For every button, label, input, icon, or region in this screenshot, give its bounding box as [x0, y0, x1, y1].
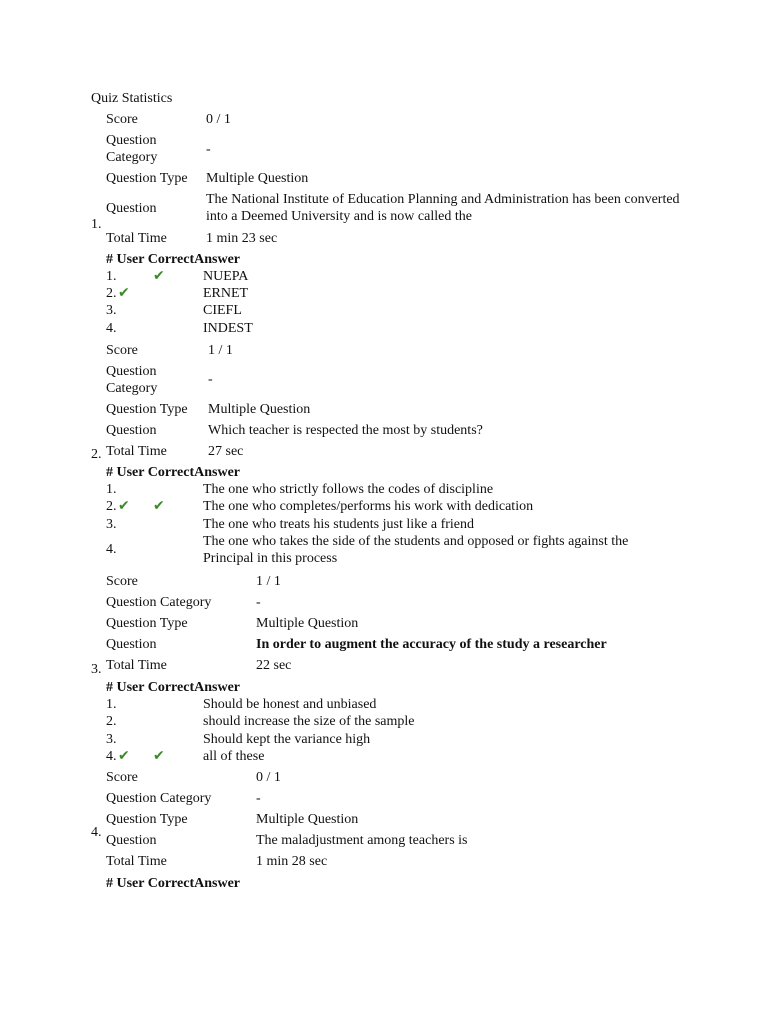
question-number: 4.	[91, 825, 102, 840]
correct-answer-check-icon: ✔	[153, 268, 165, 284]
category-label: Question Category	[106, 364, 158, 396]
option-text: all of these	[203, 749, 265, 764]
option-text: NUEPA	[203, 269, 249, 284]
type-label: Question Type	[106, 171, 188, 186]
option-text: CIEFL	[203, 303, 242, 318]
total-time-label: Total Time	[106, 231, 167, 246]
category-value: -	[256, 595, 261, 610]
type-label: Question Type	[106, 402, 188, 417]
question-label: Question	[106, 423, 157, 438]
category-value: -	[256, 791, 261, 806]
total-time-value: 1 min 23 sec	[206, 231, 278, 246]
option-text: The one who takes the side of the students and opposed or fights against the Principal in this process	[203, 534, 629, 566]
answer-table-header: # User CorrectAnswer	[106, 680, 240, 695]
option-index: 4.	[106, 749, 117, 764]
total-time-label: Total Time	[106, 658, 167, 673]
option-index: 1.	[106, 269, 117, 284]
answer-table-header: # User CorrectAnswer	[106, 465, 240, 480]
category-value: -	[206, 142, 211, 157]
option-index: 4.	[106, 321, 117, 336]
user-answer-check-icon: ✔	[118, 748, 130, 764]
category-label: Question Category	[106, 791, 212, 806]
user-answer-check-icon: ✔	[118, 285, 130, 301]
score-label: Score	[106, 112, 138, 127]
total-time-label: Total Time	[106, 444, 167, 459]
category-value: -	[208, 372, 213, 387]
category-label: Question Category	[106, 595, 212, 610]
option-text: The one who strictly follows the codes of discipline	[203, 482, 494, 497]
type-value: Multiple Question	[208, 402, 311, 417]
option-index: 1.	[106, 697, 117, 712]
option-text: The one who completes/performs his work with dedication	[203, 499, 534, 514]
option-text: Should be honest and unbiased	[203, 697, 377, 712]
answer-table-header: # User CorrectAnswer	[106, 252, 240, 267]
total-time-value: 22 sec	[256, 658, 292, 673]
option-text: should increase the size of the sample	[203, 714, 415, 729]
score-label: Score	[106, 343, 138, 358]
option-text: The one who treats his students just like a friend	[203, 517, 474, 532]
question-text: In order to augment the accuracy of the study a researcher	[256, 637, 607, 652]
question-label: Question	[106, 833, 157, 848]
question-label: Question	[106, 201, 157, 216]
score-label: Score	[106, 574, 138, 589]
total-time-label: Total Time	[106, 854, 167, 869]
score-label: Score	[106, 770, 138, 785]
total-time-value: 1 min 28 sec	[256, 854, 328, 869]
option-text: ERNET	[203, 286, 249, 301]
answer-table-header: # User CorrectAnswer	[106, 876, 240, 891]
option-index: 3.	[106, 303, 117, 318]
option-index: 3.	[106, 732, 117, 747]
question-label: Question	[106, 637, 157, 652]
correct-answer-check-icon: ✔	[153, 748, 165, 764]
option-index: 1.	[106, 482, 117, 497]
option-index: 3.	[106, 517, 117, 532]
page-title: Quiz Statistics	[91, 91, 173, 106]
type-label: Question Type	[106, 616, 188, 631]
option-index: 2.	[106, 286, 117, 301]
option-index: 4.	[106, 542, 117, 557]
score-value: 0 / 1	[206, 112, 231, 127]
category-label: Question Category	[106, 133, 158, 165]
question-number: 3.	[91, 662, 102, 677]
question-text: The maladjustment among teachers is	[256, 833, 468, 848]
question-number: 2.	[91, 447, 102, 462]
total-time-value: 27 sec	[208, 444, 244, 459]
option-index: 2.	[106, 714, 117, 729]
score-value: 1 / 1	[256, 574, 281, 589]
type-label: Question Type	[106, 812, 188, 827]
option-index: 2.	[106, 499, 117, 514]
correct-answer-check-icon: ✔	[153, 498, 165, 514]
question-number: 1.	[91, 217, 102, 232]
option-text: Should kept the variance high	[203, 732, 371, 747]
score-value: 1 / 1	[208, 343, 233, 358]
type-value: Multiple Question	[256, 616, 359, 631]
user-answer-check-icon: ✔	[118, 498, 130, 514]
type-value: Multiple Question	[206, 171, 309, 186]
option-text: INDEST	[203, 321, 253, 336]
question-text: The National Institute of Education Planning and Administration has been converted into a Deemed University and is now called the	[206, 192, 680, 224]
score-value: 0 / 1	[256, 770, 281, 785]
question-text: Which teacher is respected the most by students?	[208, 423, 483, 438]
type-value: Multiple Question	[256, 812, 359, 827]
